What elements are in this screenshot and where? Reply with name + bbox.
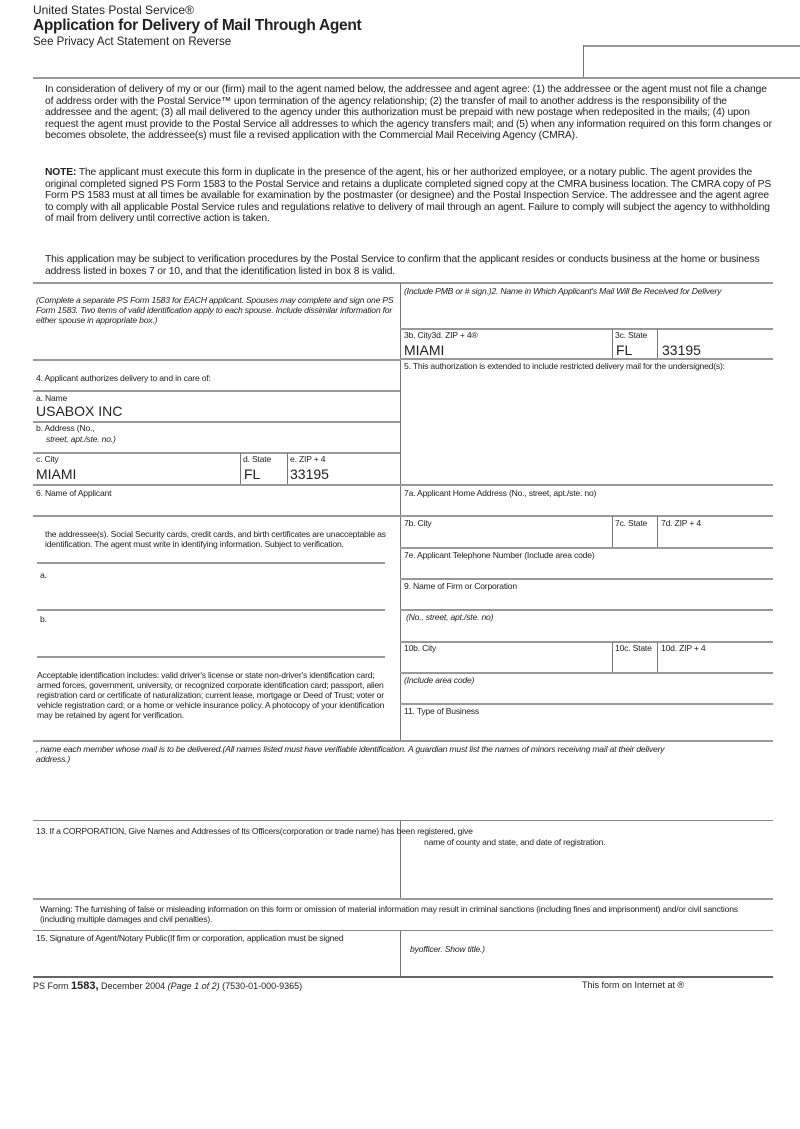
field-4b-sublabel: street, apt./ste. no.)	[46, 434, 116, 444]
field-4-label: 4. Applicant authorizes delivery to and in care of:	[36, 373, 211, 383]
divider	[33, 77, 800, 79]
footer-prefix: PS Form	[33, 981, 72, 991]
divider	[400, 672, 773, 674]
divider	[33, 390, 400, 392]
divider	[400, 931, 401, 977]
field-7e-label: 7e. Applicant Telephone Number (Include area code)	[404, 550, 595, 560]
field-10a-label: (No., street, apt./ste. no)	[406, 612, 494, 622]
field-6-label: 6. Name of Applicant	[36, 488, 112, 498]
divider	[657, 329, 658, 359]
divider	[612, 329, 613, 359]
id-a-label: a.	[40, 570, 47, 580]
field-9-label: 9. Name of Firm or Corporation	[404, 581, 517, 591]
field-4a-name[interactable]: USABOX INC	[36, 403, 123, 419]
field-13-sublabel: name of county and state, and date of registration.	[424, 837, 606, 847]
divider	[37, 609, 385, 611]
acceptable-id-text: Acceptable identification includes: valid driver's license or state non-driver's identification card; armed forces, government, university, or recognized corporate identification card; passport, alien registration card or certificate of naturalization; current lease, mortgage or Deed of Trust; voter or vehicle registration card; or a home or vehicle insurance policy. A photocopy of your identification may be retained by agent for verification.	[37, 670, 385, 720]
field-4d-label: d. State	[243, 454, 272, 464]
field-10d-label: 10d. ZIP + 4	[661, 643, 706, 653]
divider	[33, 484, 773, 486]
field-4e-zip[interactable]: 33195	[290, 466, 329, 482]
field-10c-label: 10c. State	[615, 643, 652, 653]
note-text: The applicant must execute this form in duplicate in the presence of the agent, his or her authorized employee, or a notary public. The agent provides the original completed signed PS Form 1583 to the Postal Service and retains a duplicate completed signed copy at the CMRA business location. The CMRA copy of PS Form PS 1583 must at all times be available for examination by the postmaster (or designee) and the Postal Inspection Service. The addressee and the agent agree to comply with all applicable Postal Service rules and regulations relative to delivery of mail through an agent. Failure to comply will subject the agency to withholding of mail from delivery until corrective action is taken.	[45, 167, 772, 225]
field-11-label: 11. Type of Business	[404, 706, 479, 716]
field-3b-city[interactable]: MIAMI	[404, 342, 445, 358]
divider	[33, 976, 773, 978]
field-2-label: (Include PMB or # sign.)2. Name in Which Applicant's Mail Will Be Received for Delivery	[404, 286, 722, 296]
divider	[583, 45, 584, 78]
field-15-label: 15. Signature of Agent/Notary Public(If firm or corporation, application must be signed	[36, 933, 344, 943]
divider	[33, 452, 400, 454]
field-7b-label: 7b. City	[404, 518, 432, 528]
divider	[33, 820, 773, 821]
field-4c-city[interactable]: MIAMI	[36, 466, 77, 482]
footer-form-number: 1583,	[71, 980, 99, 992]
privacy-note: See Privacy Act Statement on Reverse	[33, 36, 232, 48]
field-4a-label: a. Name	[36, 393, 68, 403]
form-title: Application for Delivery of Mail Through Agent	[33, 17, 362, 34]
verification-paragraph: This application may be subject to verification procedures by the Postal Service to confirm that the applicant resides or conducts business at the home or business address listed in boxes 7 or 10, and that the identification listed in box 8 is valid.	[45, 254, 760, 277]
divider	[33, 282, 773, 284]
instructions: (Complete a separate PS Form 1583 for EACH applicant. Spouses may complete and sign one PS Form 1583. Two items of valid identification apply to each spouse. Include dissimilar information for either spouse in appropriate box.)	[36, 295, 394, 325]
divider	[583, 45, 800, 47]
divider	[612, 516, 613, 548]
footer-page: (Page 1 of 2)	[167, 981, 220, 991]
footer-internet: This form on Internet at ®	[582, 980, 685, 990]
divider	[287, 453, 288, 484]
field-4c-label: c. City	[36, 454, 59, 464]
warning-text: Warning: The furnishing of false or misleading information on this form or omission of material information may result in criminal sanctions (including fines and imprisonment) and/or civil sanctions (including multiple damages and civil penalties).	[40, 904, 738, 924]
field-3d-zip[interactable]: 33195	[662, 342, 701, 358]
divider	[33, 898, 773, 900]
divider	[400, 358, 773, 360]
divider	[400, 703, 773, 705]
field-10b-label: 10b. City	[404, 643, 437, 653]
agency-name: United States Postal Service®	[33, 3, 194, 17]
divider	[400, 578, 773, 580]
divider	[400, 641, 773, 643]
field-4e-label: e. ZIP + 4	[290, 454, 326, 464]
field-3b-label: 3b. City3d. ZIP + 4®	[404, 330, 478, 340]
divider	[657, 516, 658, 548]
members-instructions: , name each member whose mail is to be delivered.(All names listed must have verifiable identification. A guardian must list the names of minors receiving mail at their delivery address.)	[36, 744, 665, 764]
field-3c-label: 3c. State	[615, 330, 648, 340]
field-13-label: 13. If a CORPORATION, Give Names and Addresses of Its Officers(corporation or trade name) has been registered, give	[36, 826, 473, 836]
note-label: NOTE:	[45, 167, 77, 178]
divider	[240, 453, 241, 484]
agreement-paragraph: In consideration of delivery of my or our (firm) mail to the agent named below, the addressee and agent agree: (1) the addressee or the agent must not file a change of address order with the Postal Service™ upon termination of the agency relationship; (2) the transfer of mail to another address is the responsibility of the addressee and the agent; (3) all mail delivered to the agency under this authorization must be prepaid with new postage when redeposited in the mails; (4) upon request the agent must provide to the Postal Service all addresses to which the agency transfers mail; and (5) when any information required on this form changes or becomes obsolete, the addressee(s) must file a revised application with the Commercial Mail Receiving Agency (CMRA).	[45, 84, 772, 142]
field-5-label: 5. This authorization is extended to include restricted delivery mail for the undersigned(s):	[404, 361, 725, 371]
footer-date: December 2004	[98, 981, 168, 991]
note-paragraph	[45, 167, 775, 225]
field-15-sublabel: byofficer. Show title.)	[410, 944, 485, 954]
field-10e-label: (Include area code)	[404, 675, 475, 685]
field-7c-label: 7c. State	[615, 518, 648, 528]
divider	[33, 740, 773, 742]
divider	[33, 515, 773, 517]
footer-code: (7530-01-000-9365)	[219, 981, 303, 991]
divider	[400, 547, 773, 549]
id-b-label: b.	[40, 614, 47, 624]
divider	[612, 642, 613, 672]
divider	[33, 359, 400, 361]
field-4d-state[interactable]: FL	[244, 466, 261, 482]
divider	[37, 656, 385, 658]
field-3c-state[interactable]: FL	[616, 342, 633, 358]
divider	[400, 609, 773, 611]
form-footer	[33, 980, 302, 992]
divider	[37, 562, 385, 564]
field-7d-label: 7d. ZIP + 4	[661, 518, 701, 528]
divider	[33, 930, 773, 931]
id-instructions: the addressee(s). Social Security cards, credit cards, and birth certificates are unacceptable as identification. The agent must write in identifying information. Subject to verification.	[45, 529, 386, 549]
field-7a-label: 7a. Applicant Home Address (No., street, apt./ste. no)	[404, 488, 597, 498]
divider	[657, 642, 658, 672]
field-4b-label: b. Address (No.,	[36, 423, 95, 433]
